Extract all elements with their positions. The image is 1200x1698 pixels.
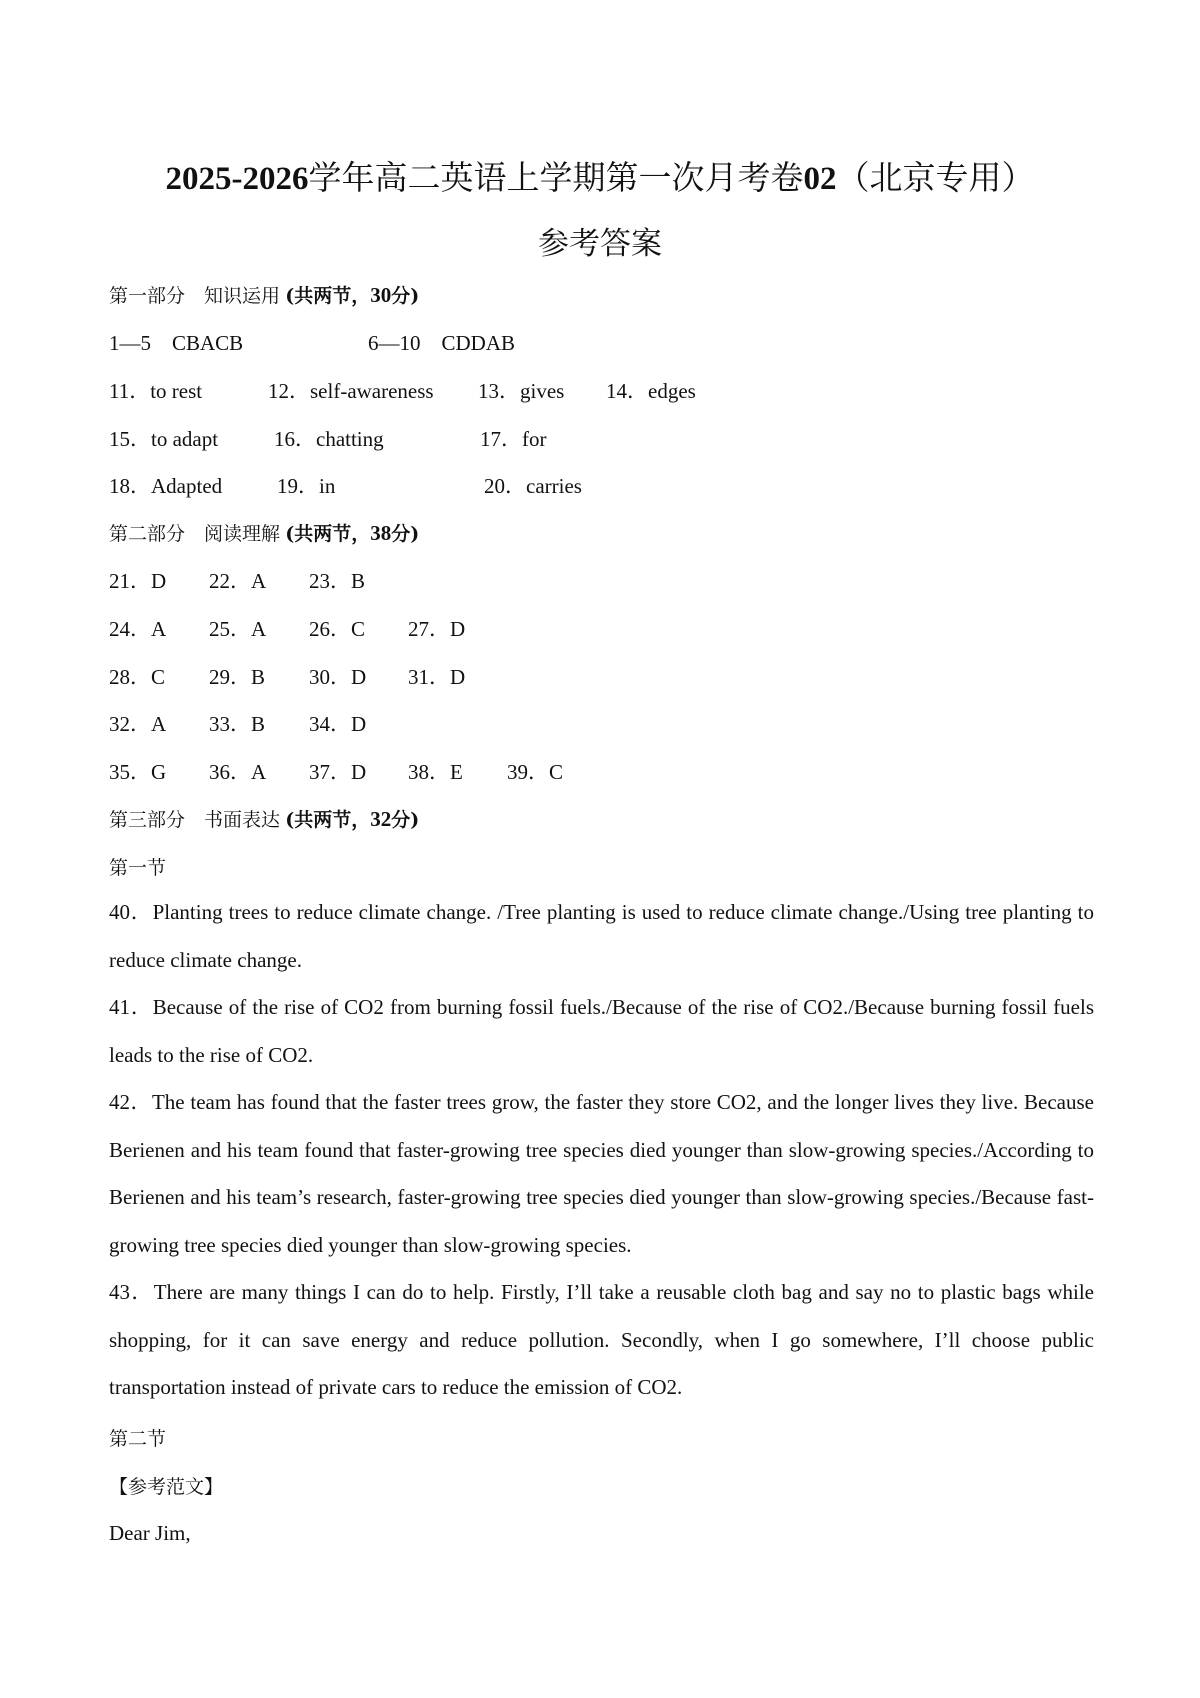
answer-item: 31．D (408, 665, 466, 689)
section-two-label: 第二节 (109, 1428, 167, 1450)
answer-item: 21．D (109, 569, 167, 593)
answer-item: 38．E (408, 760, 463, 784)
answer-item: 25．A (209, 617, 267, 641)
answer-item: 32．A (109, 712, 167, 736)
part2-paren-open: (共两节， (285, 523, 371, 545)
answer-item: 24．A (109, 617, 167, 641)
answer-42: 42．The team has found that the faster trees grow, the faster they store CO2, and the longer lives they live. Because Berienen and his team found that faster-growing tree species died younger than slow-growing species./According to Berienen and his team’s research, faster-growing tree species died younger than slow-growing species./Because fast-growing tree species died younger than slow-growing species. (109, 1090, 1094, 1257)
part3-label: 第三部分 书面表达 (109, 809, 281, 831)
answer-item: 36．A (209, 760, 267, 784)
answer-item: 30．D (309, 665, 367, 689)
answer-item: 14．edges (606, 379, 696, 403)
part3-heading (109, 806, 419, 833)
answer-43: 43．There are many things I can do to help. Firstly, I’ll take a reusable cloth bag and say no to plastic bags while shopping, for it can save energy and reduce pollution. Secondly, when I go somewhere, I’ll choose public transportation instead of private cars to reduce the emission of CO2. (109, 1280, 1094, 1399)
answer-item: 37．D (309, 760, 367, 784)
section-two-heading (109, 1425, 166, 1452)
title-number: 02 (803, 161, 837, 197)
title-text: 学年高二英语上学期第一次月考卷 (308, 158, 804, 197)
answer-item: 26．C (309, 617, 366, 641)
answer-item: 33．B (209, 712, 266, 736)
answer-40: 40．Planting trees to reduce climate change. /Tree planting is used to reduce climate change./Using tree planting to reduce climate change. (109, 900, 1094, 972)
answer-item: 28．C (109, 665, 166, 689)
answer-item: 15．to adapt (109, 427, 219, 451)
part2-points: 38 (370, 521, 392, 545)
part2-heading (109, 520, 419, 547)
answer-item: 1—5 CBACB (109, 331, 244, 355)
answer-item: 13．gives (478, 379, 565, 403)
page-subtitle: 参考答案 (538, 226, 662, 262)
answer-item: 39．C (507, 760, 564, 784)
answer-item: 22．A (209, 569, 267, 593)
section-one-heading (109, 854, 166, 881)
part2-paren-close: 分) (391, 523, 420, 545)
answer-item: 29．B (209, 665, 266, 689)
part3-paren-close: 分) (391, 809, 420, 831)
part3-points: 32 (370, 807, 392, 831)
answer-41: 41．Because of the rise of CO2 from burning fossil fuels./Because of the rise of CO2./Because burning fossil fuels leads to the rise of CO2. (109, 995, 1094, 1067)
answer-item: 17．for (480, 427, 547, 451)
sample-essay-label-text: 【参考范文】 (109, 1476, 224, 1498)
section-one-label: 第一节 (109, 857, 167, 879)
answer-item: 12．self-awareness (268, 379, 434, 403)
answer-item: 11．to rest (109, 379, 203, 403)
letter-greeting: Dear Jim, (109, 1521, 191, 1545)
part2-label: 第二部分 阅读理解 (109, 523, 281, 545)
answer-item: 23．B (309, 569, 366, 593)
part1-heading (109, 282, 419, 309)
title-suffix: （北京专用） (836, 158, 1035, 197)
answer-item: 16．chatting (274, 427, 384, 451)
title-year: 2025-2026 (165, 161, 309, 197)
answer-item: 27．D (408, 617, 466, 641)
part1-label: 第一部分 知识运用 (109, 285, 281, 307)
part1-points: 30 (370, 283, 392, 307)
answer-item: 18．Adapted (109, 474, 223, 498)
page-title (0, 152, 1200, 199)
part3-paren-open: (共两节， (285, 809, 371, 831)
part1-paren-open: (共两节， (285, 285, 371, 307)
part1-paren-close: 分) (391, 285, 420, 307)
answer-item: 19．in (277, 474, 336, 498)
answer-item: 6—10 CDDAB (368, 331, 516, 355)
answer-item: 34．D (309, 712, 367, 736)
sample-essay-label (109, 1473, 223, 1500)
answer-item: 20．carries (484, 474, 582, 498)
answer-item: 35．G (109, 760, 167, 784)
